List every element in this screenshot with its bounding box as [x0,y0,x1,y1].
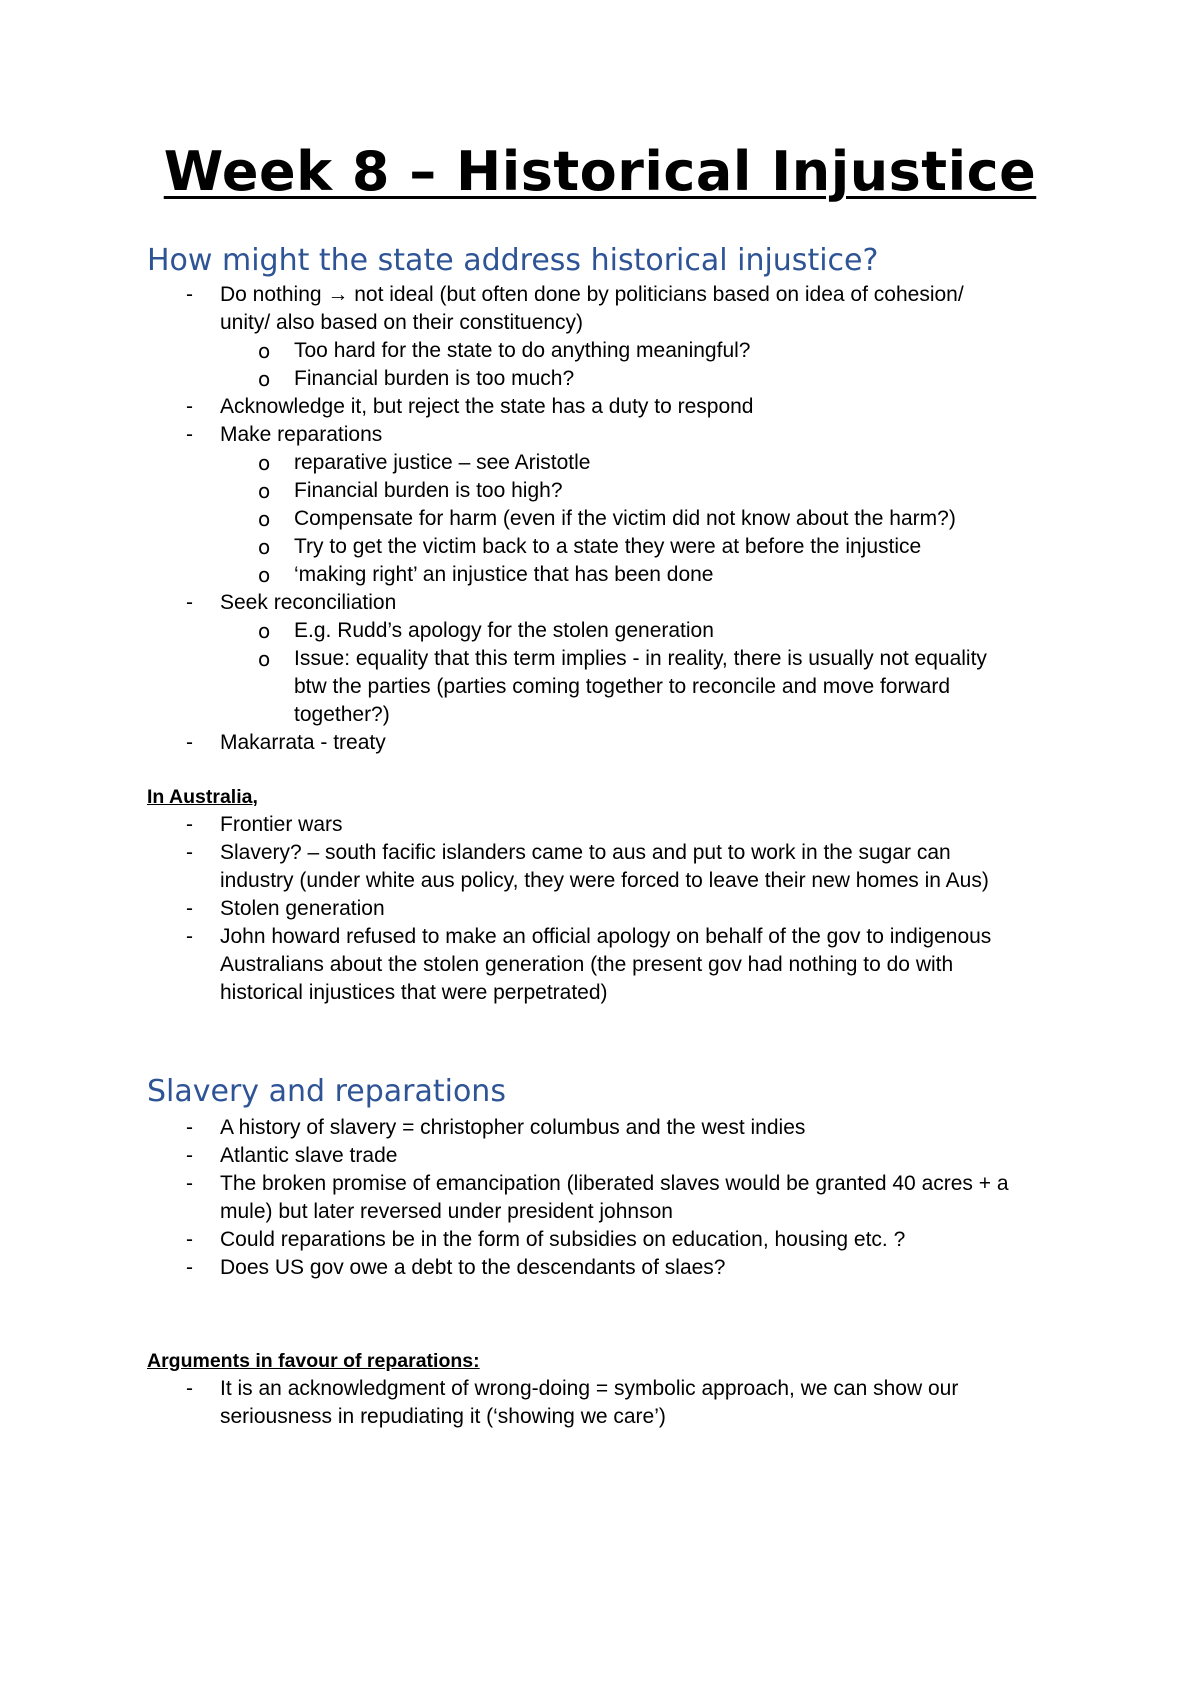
list-item: Could reparations be in the form of subsidies on education, housing etc. ? [220,1228,906,1251]
sub-list-item: Try to get the victim back to a state they were at before the injustice [294,535,922,558]
sub-list-item: Compensate for harm (even if the victim did not know about the harm?) [294,507,956,530]
circle-bullet: o [258,647,271,671]
list-item: Seek reconciliation [220,591,397,614]
circle-bullet: o [258,507,271,531]
list-item: Acknowledge it, but reject the state has a duty to respond [220,395,754,418]
dash-bullet: - [186,395,193,418]
circle-bullet: o [258,535,271,559]
list-item: Atlantic slave trade [220,1144,398,1167]
dash-bullet: - [186,283,193,306]
sub-list-item: E.g. Rudd’s apology for the stolen generation [294,619,714,642]
circle-bullet: o [258,563,271,587]
list-item: It is an acknowledgment of wrong-doing = symbolic approach, we can show our [220,1377,959,1400]
circle-bullet: o [258,339,271,363]
list-item-continuation: seriousness in repudiating it (‘showing we care’) [220,1405,666,1428]
list-item-continuation: Australians about the stolen generation (the present gov had nothing to do with [220,953,954,976]
sub-list-item: Too hard for the state to do anything meaningful? [294,339,751,362]
dash-bullet: - [186,423,193,446]
list-item-continuation: industry (under white aus policy, they were forced to leave their new homes in Aus) [220,869,989,892]
circle-bullet: o [258,451,271,475]
sub-list-item: reparative justice – see Aristotle [294,451,591,474]
dash-bullet: - [186,1116,193,1139]
subheading-arguments-in-favour: Arguments in favour of reparations: [147,1350,480,1372]
dash-bullet: - [186,731,193,754]
list-item: Slavery? – south facific islanders came to aus and put to work in the sugar can [220,841,951,864]
section-heading-address-injustice: How might the state address historical injustice? [147,243,879,278]
list-item: Does US gov owe a debt to the descendants of slaes? [220,1256,726,1279]
sub-list-item-continuation: together?) [294,703,390,726]
dash-bullet: - [186,591,193,614]
page-title: Week 8 – Historical Injustice [163,140,1037,203]
sub-list-item: ‘making right’ an injustice that has been done [294,563,714,586]
list-item-continuation: unity/ also based on their constituency) [220,311,584,334]
dash-bullet: - [186,1228,193,1251]
list-item: The broken promise of emancipation (liberated slaves would be granted 40 acres + a [220,1172,1009,1195]
list-item: Makarrata - treaty [220,731,386,754]
list-item: Stolen generation [220,897,385,920]
dash-bullet: - [186,1172,193,1195]
sub-list-item: Financial burden is too much? [294,367,575,390]
sub-list-item: Issue: equality that this term implies - in reality, there is usually not equality [294,647,987,670]
list-item: Frontier wars [220,813,343,836]
list-item: Do nothing → not ideal (but often done by politicians based on idea of cohesion/ [220,283,964,306]
dash-bullet: - [186,925,193,948]
subheading-in-australia: In Australia, [147,786,258,808]
dash-bullet: - [186,1377,193,1400]
list-item-continuation: historical injustices that were perpetrated) [220,981,608,1004]
circle-bullet: o [258,619,271,643]
dash-bullet: - [186,897,193,920]
list-item: A history of slavery = christopher columbus and the west indies [220,1116,806,1139]
section-heading-slavery: Slavery and reparations [147,1074,506,1109]
dash-bullet: - [186,1256,193,1279]
list-item: Make reparations [220,423,383,446]
dash-bullet: - [186,1144,193,1167]
circle-bullet: o [258,479,271,503]
circle-bullet: o [258,367,271,391]
list-item-continuation: mule) but later reversed under president johnson [220,1200,673,1223]
dash-bullet: - [186,813,193,836]
list-item: John howard refused to make an official apology on behalf of the gov to indigenous [220,925,992,948]
sub-list-item: Financial burden is too high? [294,479,563,502]
dash-bullet: - [186,841,193,864]
sub-list-item-continuation: btw the parties (parties coming together to reconcile and move forward [294,675,950,698]
